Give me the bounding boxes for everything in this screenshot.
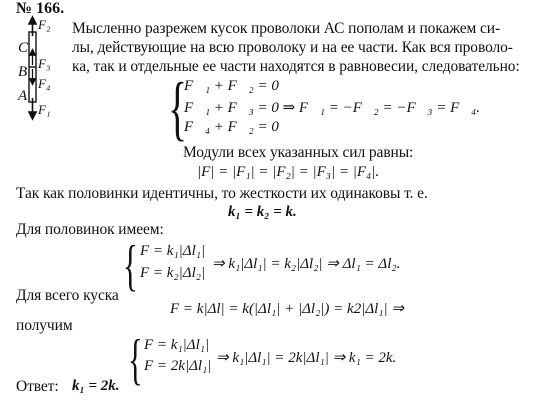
- halves-formula: k₁ = k₂ = k.: [228, 204, 297, 220]
- for-halves-brace: {: [123, 235, 138, 297]
- obtain-brace: {: [128, 329, 143, 391]
- intro-line-2: лы, действующие на всю проволоку и на ее части. Как вся проволо-: [72, 39, 513, 56]
- obtain-text: получим: [16, 317, 73, 334]
- moduli-text: Модули всех указанных сил равны:: [183, 144, 414, 161]
- answer-label: Ответ:: [16, 378, 59, 395]
- force-f3-label: F₃: [38, 56, 51, 71]
- answer-formula: k₁ = 2k.: [72, 378, 120, 394]
- for-halves-text: Для половинок имеем:: [16, 221, 164, 238]
- force-f4-label: F₄: [38, 76, 51, 91]
- force-f2-label: F₂: [38, 17, 51, 32]
- problem-number: № 166.: [16, 0, 65, 17]
- intro-line-1: Мысленно разрежем кусок проволоки АС пополам и покажем си-: [72, 20, 501, 37]
- system1-brace: {: [168, 68, 188, 148]
- for-halves-result: ⇒ k₁|Δl₁| = k₂|Δl₂| ⇒ Δl₁ = Δl₂.: [212, 256, 401, 272]
- whole-text: Для всего куска: [16, 287, 119, 304]
- system1-row-2: F⃗₁ + F⃗₃ = 0 ⇒ F⃗₁ = −F⃗₂ = −F⃗₃ = F⃗₄.: [184, 100, 480, 116]
- obtain-row-2: F = 2k|Δl₁|: [144, 358, 212, 374]
- point-c-label: C: [18, 40, 29, 56]
- point-a-label: A: [18, 88, 28, 104]
- intro-line-3: ка, так и отдельные ее части находятся в равновесии, следовательно:: [72, 58, 520, 75]
- system1-row-3: F⃗₄ + F⃗₂ = 0: [184, 119, 279, 135]
- halves-text: Так как половинки идентичны, то жесткости их одинаковы т. е.: [16, 185, 428, 202]
- obtain-result: ⇒ k₁|Δl₁| = 2k|Δl₁| ⇒ k₁ = 2k.: [216, 350, 397, 366]
- moduli-formula: |F| = |F₁| = |F₂| = |F₃| = |F₄|.: [197, 164, 380, 180]
- wire-figure: [14, 18, 54, 118]
- for-halves-row-1: F = k₁|Δl₁|: [140, 243, 206, 259]
- whole-formula: F = k|Δl| = k(|Δl₁| + |Δl₂|) = k2|Δl₁| ⇒: [170, 301, 404, 317]
- force-f1-label: F₁: [38, 102, 51, 117]
- obtain-row-1: F = k₁|Δl₁|: [144, 337, 210, 353]
- system1-row-1: F⃗₁ + F⃗₂ = 0: [184, 78, 279, 94]
- for-halves-row-2: F = k₂|Δl₂|: [140, 265, 206, 281]
- point-b-label: B: [18, 64, 28, 80]
